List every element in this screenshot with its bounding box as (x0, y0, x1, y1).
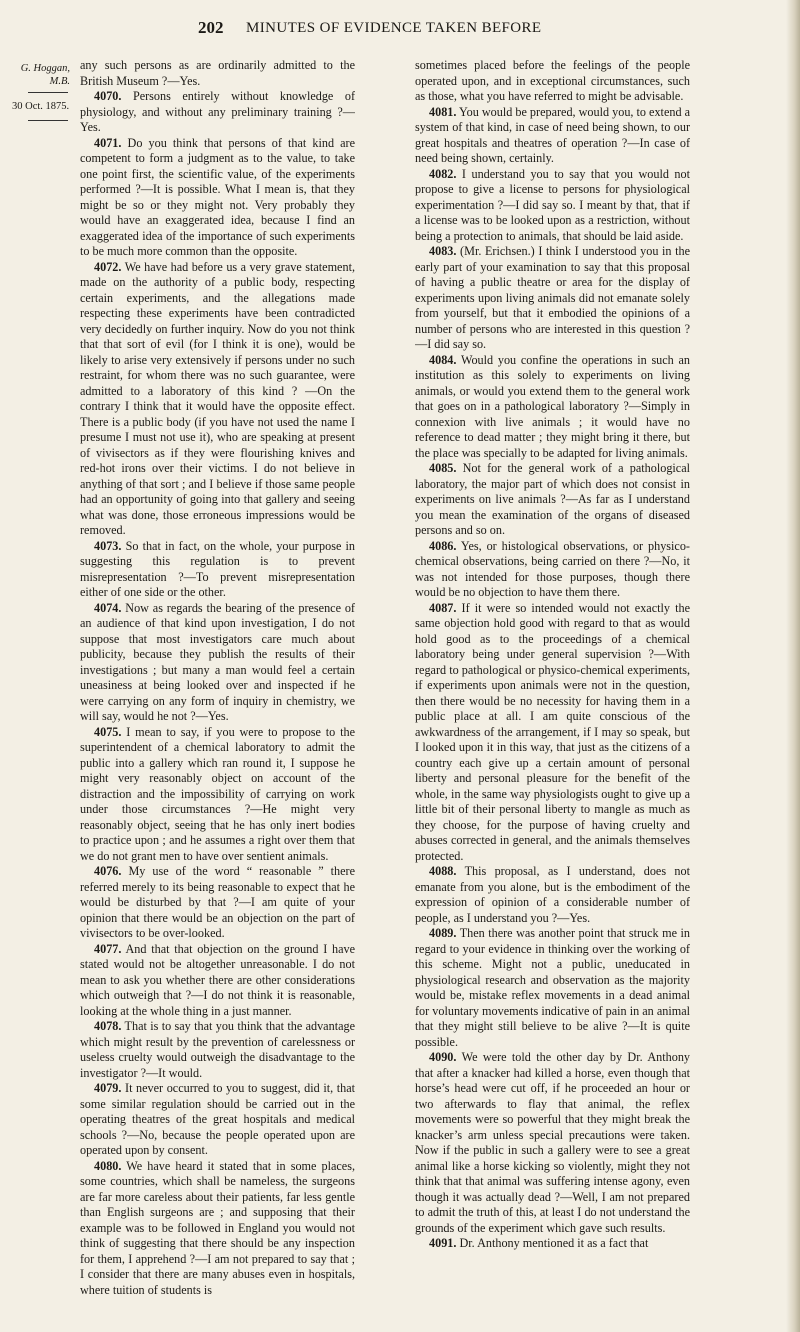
paragraph-text: So that in fact, on the whole, your purpose in suggesting this regulation is to prevent misrepresentation ?—To prevent misrepresentation either of one side or the other. (80, 538, 355, 599)
question-number: 4083. (429, 244, 457, 258)
evidence-paragraph (80, 725, 355, 865)
question-number: 4088. (429, 864, 457, 878)
evidence-paragraph (415, 167, 690, 245)
paragraph-text: Dr. Anthony mentioned it as a fact that (459, 1236, 649, 1250)
evidence-paragraph (80, 601, 355, 725)
evidence-paragraph (80, 539, 355, 601)
paragraph-text: Persons entirely without knowledge of physiology, and without any preliminary training ?—Yes. (80, 89, 355, 134)
paragraph-text: (Mr. Erichsen.) I think I understood you in the early part of your examination to say that this proposal of having a public theatre or area for the display of experiments upon living animals did not emanate solely from yourself, but that it embodied the opinions of a number of persons who are interested in this question ?—I did say so. (415, 244, 690, 351)
question-number: 4086. (429, 538, 457, 553)
paragraph-text: I mean to say, if you were to propose to the superintendent of a chemical laboratory to admit the public into a gallery which ran round it, I suppose he might very reasonably object on account of the distraction and the impossibility of carrying on work under those circumstances ?—He might very reasonably object, seeing that he has only inert bodies to practice upon ; and he assumes a right over them that we do not grant men to have over sentient animals. (80, 724, 355, 863)
question-number: 4085. (429, 461, 457, 475)
evidence-paragraph (80, 1081, 355, 1159)
evidence-paragraph (415, 461, 690, 539)
question-number: 4087. (429, 600, 457, 615)
paragraph-text: It never occurred to you to suggest, did it, that some similar regulation should be carried out in the operating theatres of the great hospitals and medical schools ?—No, because the people operated upon are operated upon by consent. (80, 1081, 355, 1157)
evidence-paragraph (80, 864, 355, 942)
paragraph-text: We have heard it stated that in some places, some countries, which shall be nameless, the surgeons are far more careless about their patients, far less gentle than English surgeons are ; and supposing that their example was to be followed in England you would not think of suggesting that there should be any inspection for them, I apprehend ?—I am not prepared to say that ; I consider that there are many abuses even in hospitals, where tuition of students is (80, 1158, 355, 1297)
question-number: 4080. (94, 1158, 122, 1173)
evidence-paragraph (80, 89, 355, 136)
evidence-paragraph (415, 864, 690, 926)
paragraph-text: And that that objection on the ground I have stated would not be altogether unreasonable. I do not mean to ask you whether there are other considerations which outweigh that ?—I do not think it is reasonable, looking at the whole thing in a just manner. (80, 941, 355, 1018)
question-number: 4076. (94, 864, 122, 878)
paragraph-text: Not for the general work of a pathological laboratory, the major part of which does not consist in experiments on live animals ?—As far as I understand you mean the examination of the organs of diseased persons and so on. (415, 461, 690, 537)
margin-rule (28, 120, 68, 121)
paragraph-text: That is to say that you think that the advantage which might result by the prevention of carelessness or useless cruelty would outweigh the disadvantage to the investigator ?—It would. (80, 1019, 355, 1080)
evidence-paragraph (80, 942, 355, 1020)
evidence-paragraph (415, 1050, 690, 1236)
running-title: MINUTES OF EVIDENCE TAKEN BEFORE (246, 20, 542, 36)
margin-note (12, 62, 70, 113)
evidence-paragraph (415, 1236, 690, 1252)
margin-rule (28, 92, 68, 93)
question-number: 4077. (94, 941, 122, 956)
paragraph-text: I understand you to say that you would not propose to give a license to persons for physiological experimentation ?—I did say so. I meant by that, that if a license was to be looked upon as a restriction, without being a protection to animals, that should be laid aside. (415, 166, 690, 243)
evidence-paragraph (80, 58, 355, 89)
evidence-paragraph (80, 136, 355, 260)
evidence-paragraph (415, 105, 690, 167)
question-number: 4084. (429, 352, 457, 367)
evidence-paragraph (80, 1019, 355, 1081)
question-number: 4079. (94, 1081, 122, 1095)
evidence-paragraph (415, 539, 690, 601)
question-number: 4078. (94, 1019, 122, 1033)
paragraph-text: You would be prepared, would you, to extend a system of that kind, in case of need being shown, to our great hospitals and theatres of operation ?—In case of need being shown, certainly. (415, 104, 690, 165)
question-number: 4072. (94, 259, 122, 274)
paragraph-text: Do you think that persons of that kind are competent to form a judgment as to the value, to take one point first, the scientific value, of the experiments performed ?—It is possible. What I mean is, that they might be so or they might not. Very probably they would have an exaggerated idea, because I find an exaggerated idea of the importance of such experiments to be much more common than the opposite. (80, 135, 355, 258)
evidence-paragraph (415, 58, 690, 105)
paragraph-text: My use of the word “ reasonable ” there referred merely to its being reasonable to expect that he would be disturbed by that ?—I am quite of your opinion that there would be an objection on the part of vivisectors to be over-looked. (80, 864, 355, 940)
paragraph-text: We have had before us a very grave statement, made on the authority of a public body, respecting certain experiments, and the allegations made respecting these experiments have been contradicted very decidedly on further inquiry. Now do you not think that that sort of evil (for I think it is one), would be likely to arise very extensively if persons under no such restraint, for whom there was no such guarantee, were admitted to a laboratory of this kind ? —On the contrary I think that it would have the opposite effect. There is a public body (if you have not used the name I presume I must not use it), who are speaking at present of vivisectors as if they were flourishing knives and red-hot irons over their victims. I do not believe in anything of that sort ; and I believe if those same people had an opportunity of going into that gallery and seeing what was done, those erroneous impressions would be removed. (80, 259, 355, 537)
evidence-paragraph (415, 244, 690, 353)
page-edge-shadow (786, 0, 800, 1332)
paragraph-text: We were told the other day by Dr. Anthony that after a knacker had killed a horse, even though that horse’s head were cut off, if he proceeded an hour or two afterwards to flay that animal, the reflex movements were so powerful that they might break the knacker’s arm unless special precautions were taken. Now if the public in such a gallery were to see a great animal like a horse kicking so violently, might they not think that that animal was suffering intense agony, even though it was actually dead ?—Well, I am not prepared to admit the truth of this, at least I do not understand the grounds of the experiment which gave such results. (415, 1050, 690, 1235)
question-number: 4081. (429, 104, 457, 119)
right-column (415, 58, 690, 1320)
paragraph-text: any such persons as are ordinarily admitted to the British Museum ?—Yes. (80, 58, 355, 88)
witness-name: G. Hoggan, (20, 63, 70, 74)
paragraph-text: Then there was another point that struck me in regard to your evidence in thinking over the working of this scheme. Might not a public, uneducated in physiological research and observation as the majority would be, mistake reflex movements in a dead animal for voluntary movements indicative of pain in an animal that they might still believe to be alive ?—It is quite possible. (415, 926, 690, 1049)
question-number: 4071. (94, 135, 122, 150)
question-number: 4075. (94, 724, 122, 739)
paragraph-text: Would you confine the operations in such an institution as this solely to experiments on living animals, or would you extend them to the general work that goes on in a pathological laboratory ?—Simply in connexion with live animals ; it would have no reference to dead matter ; they might bring it there, but the place was specially to be adapted for living animals. (415, 352, 690, 460)
question-number: 4073. (94, 538, 122, 553)
paragraph-text: If it were so intended would not exactly the same objection hold good with regard to that as would hold good as to the proceedings of a chemical laboratory being under general supervision ?—With regard to pathological or physico-chemical experiments, if experiments upon animals were not in the question, then there would be no necessity for having them in a public place at all. I am quite conscious of the awkwardness of the arrangement, if I may so speak, but I looked upon it in this way, that just as the citizens of a country each give up a certain amount of personal liberty and personal pleasure for the benefit of the whole, in the same way physiologists ought to give up a little bit of their personal liberty to mangle as much as they choose, for the purpose of having cruelty and abuses corrected in general, and the animals themselves protected. (415, 600, 690, 863)
paragraph-text: This proposal, as I understand, does not emanate from you alone, but is the embodiment of the expression of opinion of a considerable number of people, as I understand you ?—Yes. (415, 864, 690, 925)
evidence-paragraph (415, 353, 690, 462)
witness-degree: M.B. (49, 76, 70, 87)
session-date: 30 Oct. 1875. (12, 101, 70, 112)
evidence-paragraph (415, 601, 690, 865)
page-number: 202 (198, 18, 224, 37)
question-number: 4082. (429, 166, 457, 181)
paragraph-text: Yes, or histological observations, or physico-chemical observations, being carried on there ?—No, it was not intended for those purposes, though there would be no objection to have them there. (415, 538, 690, 599)
question-number: 4074. (94, 600, 122, 615)
left-column (80, 58, 355, 1320)
question-number: 4090. (429, 1050, 457, 1064)
paragraph-text: sometimes placed before the feelings of the people operated upon, and in exceptional circumstances, such as those, what you have referred to might be advisable. (415, 58, 690, 103)
evidence-paragraph (80, 1159, 355, 1299)
question-number: 4089. (429, 926, 457, 940)
paragraph-text: Now as regards the bearing of the presence of an audience of that kind upon investigation, I do not suppose that most investigators care much about publicity, because they publish the results of their investigations ; but many a man would feel a certain uneasiness at being looked over and inspected if he were carrying on any form of inquiry in chemistry, we will say, would he not ?—Yes. (80, 600, 355, 723)
evidence-paragraph (415, 926, 690, 1050)
evidence-paragraph (80, 260, 355, 539)
page-header (0, 18, 800, 44)
question-number: 4070. (94, 89, 122, 103)
question-number: 4091. (429, 1236, 457, 1250)
